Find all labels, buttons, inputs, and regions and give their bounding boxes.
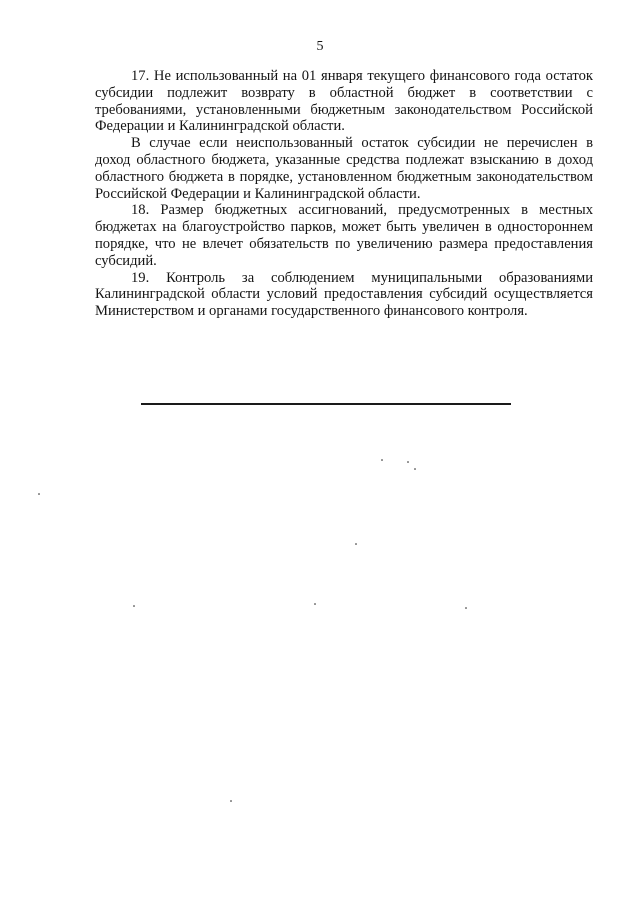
scan-speck [230,800,232,802]
scan-speck [355,543,357,545]
page-number: 5 [316,39,324,54]
scan-speck [133,605,135,607]
scan-speck [38,493,40,495]
paragraph-17: 17. Не использованный на 01 января текущего финансового года остаток субсидии подлежит возврату в областной бюджет в соответствии с требованиями, установленными бюджетным законодательством Российской Федерации и Калининградской области. [95,68,593,135]
paragraph-19: 19. Контроль за соблюдением муниципальными образованиями Калининградской области условий предоставления субсидий осуществляется Министерством и органами государственного финансового контроля. [95,269,593,320]
scan-speck [314,603,316,605]
scan-speck [414,468,416,470]
scan-speck [381,459,383,461]
end-of-text-divider [141,403,511,405]
paragraph-18: 18. Размер бюджетных ассигнований, предусмотренных в местных бюджетах на благоустройство парков, может быть увеличен в одностороннем порядке, что не влечет обязательств по увеличению размера предоставления субсидий. [95,202,593,269]
paragraph-17-continuation: В случае если неиспользованный остаток субсидии не перечислен в доход областного бюджета, указанные средства подлежат взысканию в доход областного бюджета в порядке, установленном бюджетным законодательством Российской Федерации и Калининградской области. [95,135,593,202]
scan-speck [407,461,409,463]
document-body [95,68,593,320]
scan-speck [465,607,467,609]
